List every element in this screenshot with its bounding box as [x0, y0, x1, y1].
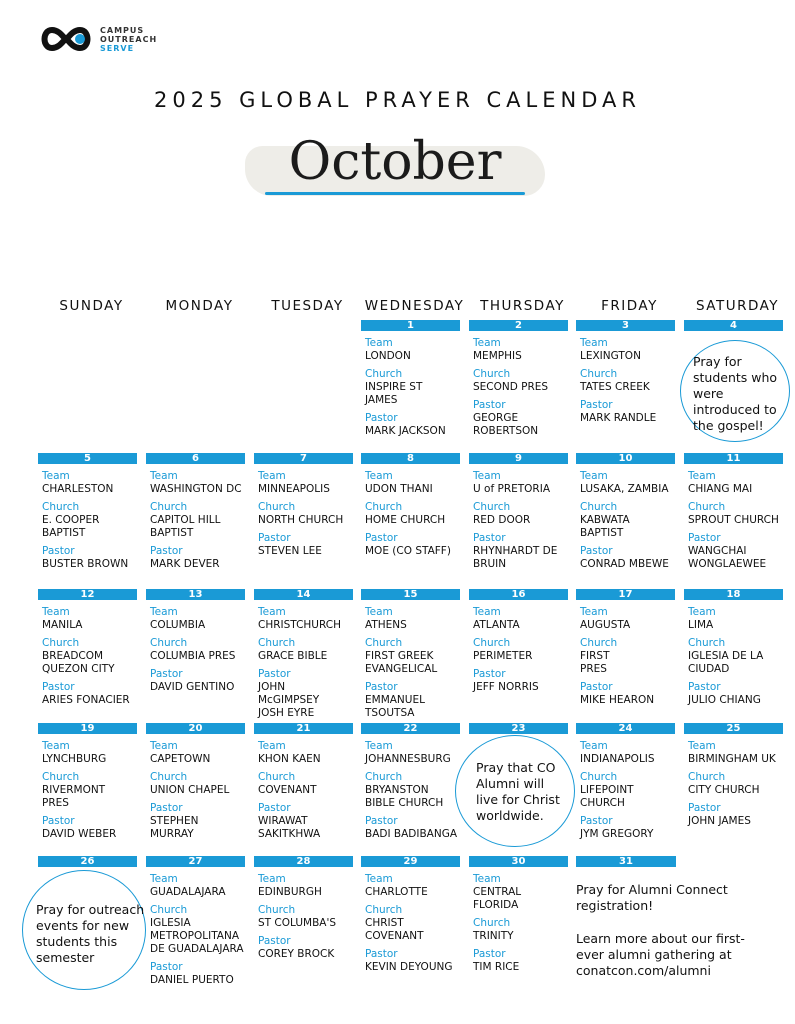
day-cell-7	[258, 470, 365, 558]
day-cell-19	[42, 740, 149, 841]
pastor-label: Pastor	[473, 532, 506, 544]
church-label: Church	[365, 637, 403, 649]
pastor-name: JOHN McGIMPSEY JOSH EYRE	[258, 681, 320, 719]
day-of-week-saturday: SATURDAY	[695, 298, 780, 314]
day-cell-30	[473, 873, 580, 974]
church-name: IGLESIA DE LA CIUDAD	[688, 650, 764, 675]
church-name: KABWATA BAPTIST	[580, 514, 630, 539]
day-of-week-thursday: THURSDAY	[480, 298, 565, 314]
day-number-7: 7	[254, 453, 353, 464]
day-of-week-tuesday: TUESDAY	[271, 298, 344, 314]
pastor-name: STEPHEN MURRAY	[150, 815, 199, 840]
day-number-20: 20	[146, 723, 245, 734]
team-name: CHARLOTTE	[365, 886, 428, 898]
church-label: Church	[365, 904, 403, 916]
pastor-label: Pastor	[473, 399, 506, 411]
logo-line1: CAMPUS	[100, 25, 145, 35]
day-of-week-sunday: SUNDAY	[59, 298, 124, 314]
team-label: Team	[150, 740, 178, 752]
day-number-31: 31	[576, 856, 676, 867]
day-number-15: 15	[361, 589, 460, 600]
pastor-name: MOE (CO STAFF)	[365, 545, 451, 557]
day-cell-16	[473, 606, 580, 694]
church-name: CHRIST COVENANT	[365, 917, 424, 942]
team-name: WASHINGTON DC	[150, 483, 242, 495]
pastor-name: RHYNHARDT DE BRUIN	[473, 545, 558, 570]
team-label: Team	[473, 606, 501, 618]
team-name: JOHANNESBURG	[365, 753, 451, 765]
month-underline	[265, 192, 525, 195]
pastor-name: WANGCHAI WONGLAEWEE	[688, 545, 767, 570]
church-name: BREADCOM QUEZON CITY	[42, 650, 115, 675]
pastor-name: MARK RANDLE	[580, 412, 657, 424]
pastor-name: EMMANUEL TSOUTSA	[365, 694, 425, 719]
day-number-5: 5	[38, 453, 137, 464]
pastor-name: ARIES FONACIER	[42, 694, 130, 706]
pastor-label: Pastor	[42, 681, 75, 693]
church-label: Church	[150, 501, 188, 513]
church-label: Church	[42, 637, 80, 649]
team-name: UDON THANI	[365, 483, 433, 495]
day-number-11: 11	[684, 453, 783, 464]
church-name: COLUMBIA PRES	[150, 650, 236, 662]
day-cell-28	[258, 873, 365, 961]
day-number-25: 25	[684, 723, 783, 734]
church-label: Church	[580, 368, 618, 380]
team-name: GUADALAJARA	[150, 886, 226, 898]
day-number-8: 8	[361, 453, 460, 464]
church-label: Church	[473, 637, 511, 649]
day-number-18: 18	[684, 589, 783, 600]
day-number-29: 29	[361, 856, 460, 867]
pastor-name: DAVID GENTINO	[150, 681, 235, 693]
pastor-label: Pastor	[365, 681, 398, 693]
day-number-16: 16	[469, 589, 568, 600]
pastor-label: Pastor	[688, 681, 721, 693]
church-label: Church	[688, 501, 726, 513]
pastor-label: Pastor	[580, 681, 613, 693]
pastor-name: CONRAD MBEWE	[580, 558, 669, 570]
pastor-name: JOHN JAMES	[688, 815, 751, 827]
team-label: Team	[150, 470, 178, 482]
pastor-name: JULIO CHIANG	[688, 694, 761, 706]
church-name: RED DOOR	[473, 514, 531, 526]
day-cell-9	[473, 470, 580, 571]
day-cell-15	[365, 606, 472, 720]
day-cell-24	[580, 740, 687, 841]
logo-line2: OUTREACH	[100, 34, 158, 44]
pastor-label: Pastor	[258, 935, 291, 947]
pastor-label: Pastor	[150, 668, 183, 680]
day-cell-6	[150, 470, 257, 571]
team-name: MANILA	[42, 619, 83, 631]
church-name: HOME CHURCH	[365, 514, 446, 526]
team-name: LUSAKA, ZAMBIA	[580, 483, 669, 495]
day-of-week-wednesday: WEDNESDAY	[364, 298, 465, 314]
pastor-label: Pastor	[258, 802, 291, 814]
church-name: CAPITOL HILL BAPTIST	[150, 514, 221, 539]
day-number-27: 27	[146, 856, 245, 867]
day-number-10: 10	[576, 453, 675, 464]
pastor-label: Pastor	[580, 815, 613, 827]
church-name: INSPIRE ST JAMES	[365, 381, 423, 406]
team-label: Team	[580, 740, 608, 752]
team-name: LEXINGTON	[580, 350, 641, 362]
church-name: COVENANT	[258, 784, 317, 796]
day-cell-11	[688, 470, 795, 571]
day-cell-29	[365, 873, 472, 974]
pastor-name: JEFF NORRIS	[473, 681, 539, 693]
pastor-name: WIRAWAT SAKITKHWA	[258, 815, 321, 840]
team-label: Team	[365, 873, 393, 885]
day-number-6: 6	[146, 453, 245, 464]
pastor-label: Pastor	[365, 532, 398, 544]
day-cell-27	[150, 873, 257, 987]
prayer-text-23: Pray that CO Alumni will live for Christ worldwide.	[476, 760, 560, 823]
team-name: ATHENS	[365, 619, 407, 631]
church-label: Church	[150, 637, 188, 649]
pastor-label: Pastor	[365, 412, 398, 424]
team-label: Team	[365, 337, 393, 349]
team-name: ATLANTA	[473, 619, 520, 631]
pastor-label: Pastor	[150, 545, 183, 557]
team-label: Team	[688, 740, 716, 752]
team-label: Team	[580, 606, 608, 618]
team-label: Team	[473, 470, 501, 482]
alumni-gathering-link-text: Learn more about our first-ever alumni gathering at conatcon.com/alumni	[576, 931, 745, 978]
church-label: Church	[365, 368, 403, 380]
pastor-label: Pastor	[258, 668, 291, 680]
church-name: TATES CREEK	[580, 381, 650, 393]
day-cell-8	[365, 470, 472, 558]
prayer-text-4: Pray for students who were introduced to the gospel!	[693, 354, 778, 433]
church-label: Church	[258, 501, 296, 513]
team-name: U of PRETORIA	[473, 483, 550, 495]
team-label: Team	[365, 606, 393, 618]
pastor-label: Pastor	[365, 815, 398, 827]
church-label: Church	[365, 771, 403, 783]
day-number-4: 4	[684, 320, 783, 331]
infinity-logo-icon	[38, 24, 94, 54]
church-name: BRYANSTON BIBLE CHURCH	[365, 784, 444, 809]
pastor-name: BUSTER BROWN	[42, 558, 129, 570]
church-label: Church	[580, 771, 618, 783]
church-label: Church	[688, 771, 726, 783]
church-label: Church	[580, 501, 618, 513]
prayer-text-26: Pray for outreach events for new students this semester	[36, 902, 145, 965]
pastor-label: Pastor	[688, 532, 721, 544]
church-name: PERIMETER	[473, 650, 533, 662]
day-of-week-friday: FRIDAY	[601, 298, 658, 314]
team-name: KHON KAEN	[258, 753, 321, 765]
church-label: Church	[258, 904, 296, 916]
church-name: TRINITY	[473, 930, 514, 942]
church-label: Church	[258, 771, 296, 783]
team-label: Team	[42, 606, 70, 618]
day-cell-21	[258, 740, 365, 841]
pastor-name: MARK JACKSON	[365, 425, 446, 437]
day-number-28: 28	[254, 856, 353, 867]
day-number-9: 9	[469, 453, 568, 464]
pastor-label: Pastor	[258, 532, 291, 544]
church-name: SPROUT CHURCH	[688, 514, 779, 526]
team-label: Team	[688, 606, 716, 618]
church-name: RIVERMONT PRES	[42, 784, 106, 809]
team-name: AUGUSTA	[580, 619, 631, 631]
team-name: COLUMBIA	[150, 619, 206, 631]
day-number-2: 2	[469, 320, 568, 331]
pastor-label: Pastor	[365, 948, 398, 960]
pastor-label: Pastor	[473, 668, 506, 680]
church-label: Church	[688, 637, 726, 649]
team-name: INDIANAPOLIS	[580, 753, 655, 765]
day-number-3: 3	[576, 320, 675, 331]
day-cell-3	[580, 337, 687, 425]
team-label: Team	[258, 606, 286, 618]
team-label: Team	[258, 470, 286, 482]
pastor-label: Pastor	[473, 948, 506, 960]
pastor-name: KEVIN DEYOUNG	[365, 961, 453, 973]
logo-line3: SERVE	[100, 43, 135, 53]
team-label: Team	[150, 606, 178, 618]
day-number-23: 23	[469, 723, 568, 734]
day-number-13: 13	[146, 589, 245, 600]
logo	[38, 22, 157, 56]
church-name: NORTH CHURCH	[258, 514, 344, 526]
alumni-connect-registration-text: Pray for Alumni Connect registration!	[576, 882, 728, 913]
pastor-label: Pastor	[150, 802, 183, 814]
team-name: LONDON	[365, 350, 411, 362]
team-label: Team	[365, 470, 393, 482]
pastor-label: Pastor	[42, 815, 75, 827]
day-number-14: 14	[254, 589, 353, 600]
church-label: Church	[150, 904, 188, 916]
alumni-connect-note	[576, 882, 766, 979]
pastor-label: Pastor	[580, 545, 613, 557]
church-name: ST COLUMBA'S	[258, 917, 337, 929]
team-label: Team	[580, 337, 608, 349]
month-title: October	[288, 132, 502, 192]
team-label: Team	[688, 470, 716, 482]
day-number-24: 24	[576, 723, 675, 734]
team-name: CHARLESTON	[42, 483, 114, 495]
church-label: Church	[580, 637, 618, 649]
pastor-label: Pastor	[688, 802, 721, 814]
day-number-30: 30	[469, 856, 568, 867]
day-number-26: 26	[38, 856, 137, 867]
day-cell-10	[580, 470, 687, 571]
church-name: FIRST GREEK EVANGELICAL	[365, 650, 438, 675]
day-cell-13	[150, 606, 257, 694]
day-cell-25	[688, 740, 795, 828]
team-label: Team	[473, 337, 501, 349]
team-label: Team	[258, 740, 286, 752]
church-name: UNION CHAPEL	[150, 784, 230, 796]
team-label: Team	[150, 873, 178, 885]
pastor-label: Pastor	[42, 545, 75, 557]
pastor-label: Pastor	[150, 961, 183, 973]
church-label: Church	[258, 637, 296, 649]
pastor-name: DAVID WEBER	[42, 828, 117, 840]
page-title: 2025 GLOBAL PRAYER CALENDAR	[154, 88, 641, 112]
team-name: CENTRAL FLORIDA	[473, 886, 522, 911]
pastor-name: STEVEN LEE	[258, 545, 322, 557]
pastor-name: MIKE HEARON	[580, 694, 655, 706]
day-cell-17	[580, 606, 687, 707]
church-name: SECOND PRES	[473, 381, 549, 393]
team-label: Team	[365, 740, 393, 752]
team-label: Team	[42, 740, 70, 752]
team-label: Team	[580, 470, 608, 482]
team-name: CHRISTCHURCH	[258, 619, 341, 631]
day-cell-20	[150, 740, 257, 841]
church-name: IGLESIA METROPOLITANA DE GUADALAJARA	[150, 917, 244, 955]
church-name: CITY CHURCH	[688, 784, 760, 796]
month-banner	[245, 132, 545, 204]
pastor-name: BADI BADIBANGA	[365, 828, 458, 840]
day-cell-18	[688, 606, 795, 707]
team-name: LIMA	[688, 619, 714, 631]
pastor-name: JYM GREGORY	[580, 828, 654, 840]
church-name: FIRST PRES	[580, 650, 610, 675]
church-label: Church	[473, 368, 511, 380]
team-name: CHIANG MAI	[688, 483, 753, 495]
team-name: EDINBURGH	[258, 886, 322, 898]
day-cell-14	[258, 606, 365, 720]
team-label: Team	[42, 470, 70, 482]
day-cell-2	[473, 337, 580, 438]
day-cell-5	[42, 470, 149, 571]
church-name: E. COOPER BAPTIST	[42, 514, 100, 539]
day-cell-1	[365, 337, 472, 438]
team-name: BIRMINGHAM UK	[688, 753, 776, 765]
day-number-19: 19	[38, 723, 137, 734]
church-label: Church	[365, 501, 403, 513]
church-label: Church	[473, 917, 511, 929]
team-name: MINNEAPOLIS	[258, 483, 330, 495]
church-label: Church	[42, 771, 80, 783]
pastor-name: COREY BROCK	[258, 948, 335, 960]
day-number-17: 17	[576, 589, 675, 600]
team-name: MEMPHIS	[473, 350, 522, 362]
day-cell-12	[42, 606, 149, 707]
church-label: Church	[473, 501, 511, 513]
church-name: LIFEPOINT CHURCH	[580, 784, 634, 809]
pastor-name: GEORGE ROBERTSON	[473, 412, 539, 437]
day-number-22: 22	[361, 723, 460, 734]
logo-text	[100, 26, 157, 53]
day-number-1: 1	[361, 320, 460, 331]
church-name: GRACE BIBLE	[258, 650, 328, 662]
church-label: Church	[42, 501, 80, 513]
day-number-12: 12	[38, 589, 137, 600]
day-number-21: 21	[254, 723, 353, 734]
team-label: Team	[473, 873, 501, 885]
pastor-label: Pastor	[580, 399, 613, 411]
pastor-name: TIM RICE	[473, 961, 520, 973]
day-of-week-monday: MONDAY	[165, 298, 234, 314]
team-name: LYNCHBURG	[42, 753, 107, 765]
church-label: Church	[150, 771, 188, 783]
team-label: Team	[258, 873, 286, 885]
pastor-name: DANIEL PUERTO	[150, 974, 234, 986]
team-name: CAPETOWN	[150, 753, 211, 765]
pastor-name: MARK DEVER	[150, 558, 220, 570]
